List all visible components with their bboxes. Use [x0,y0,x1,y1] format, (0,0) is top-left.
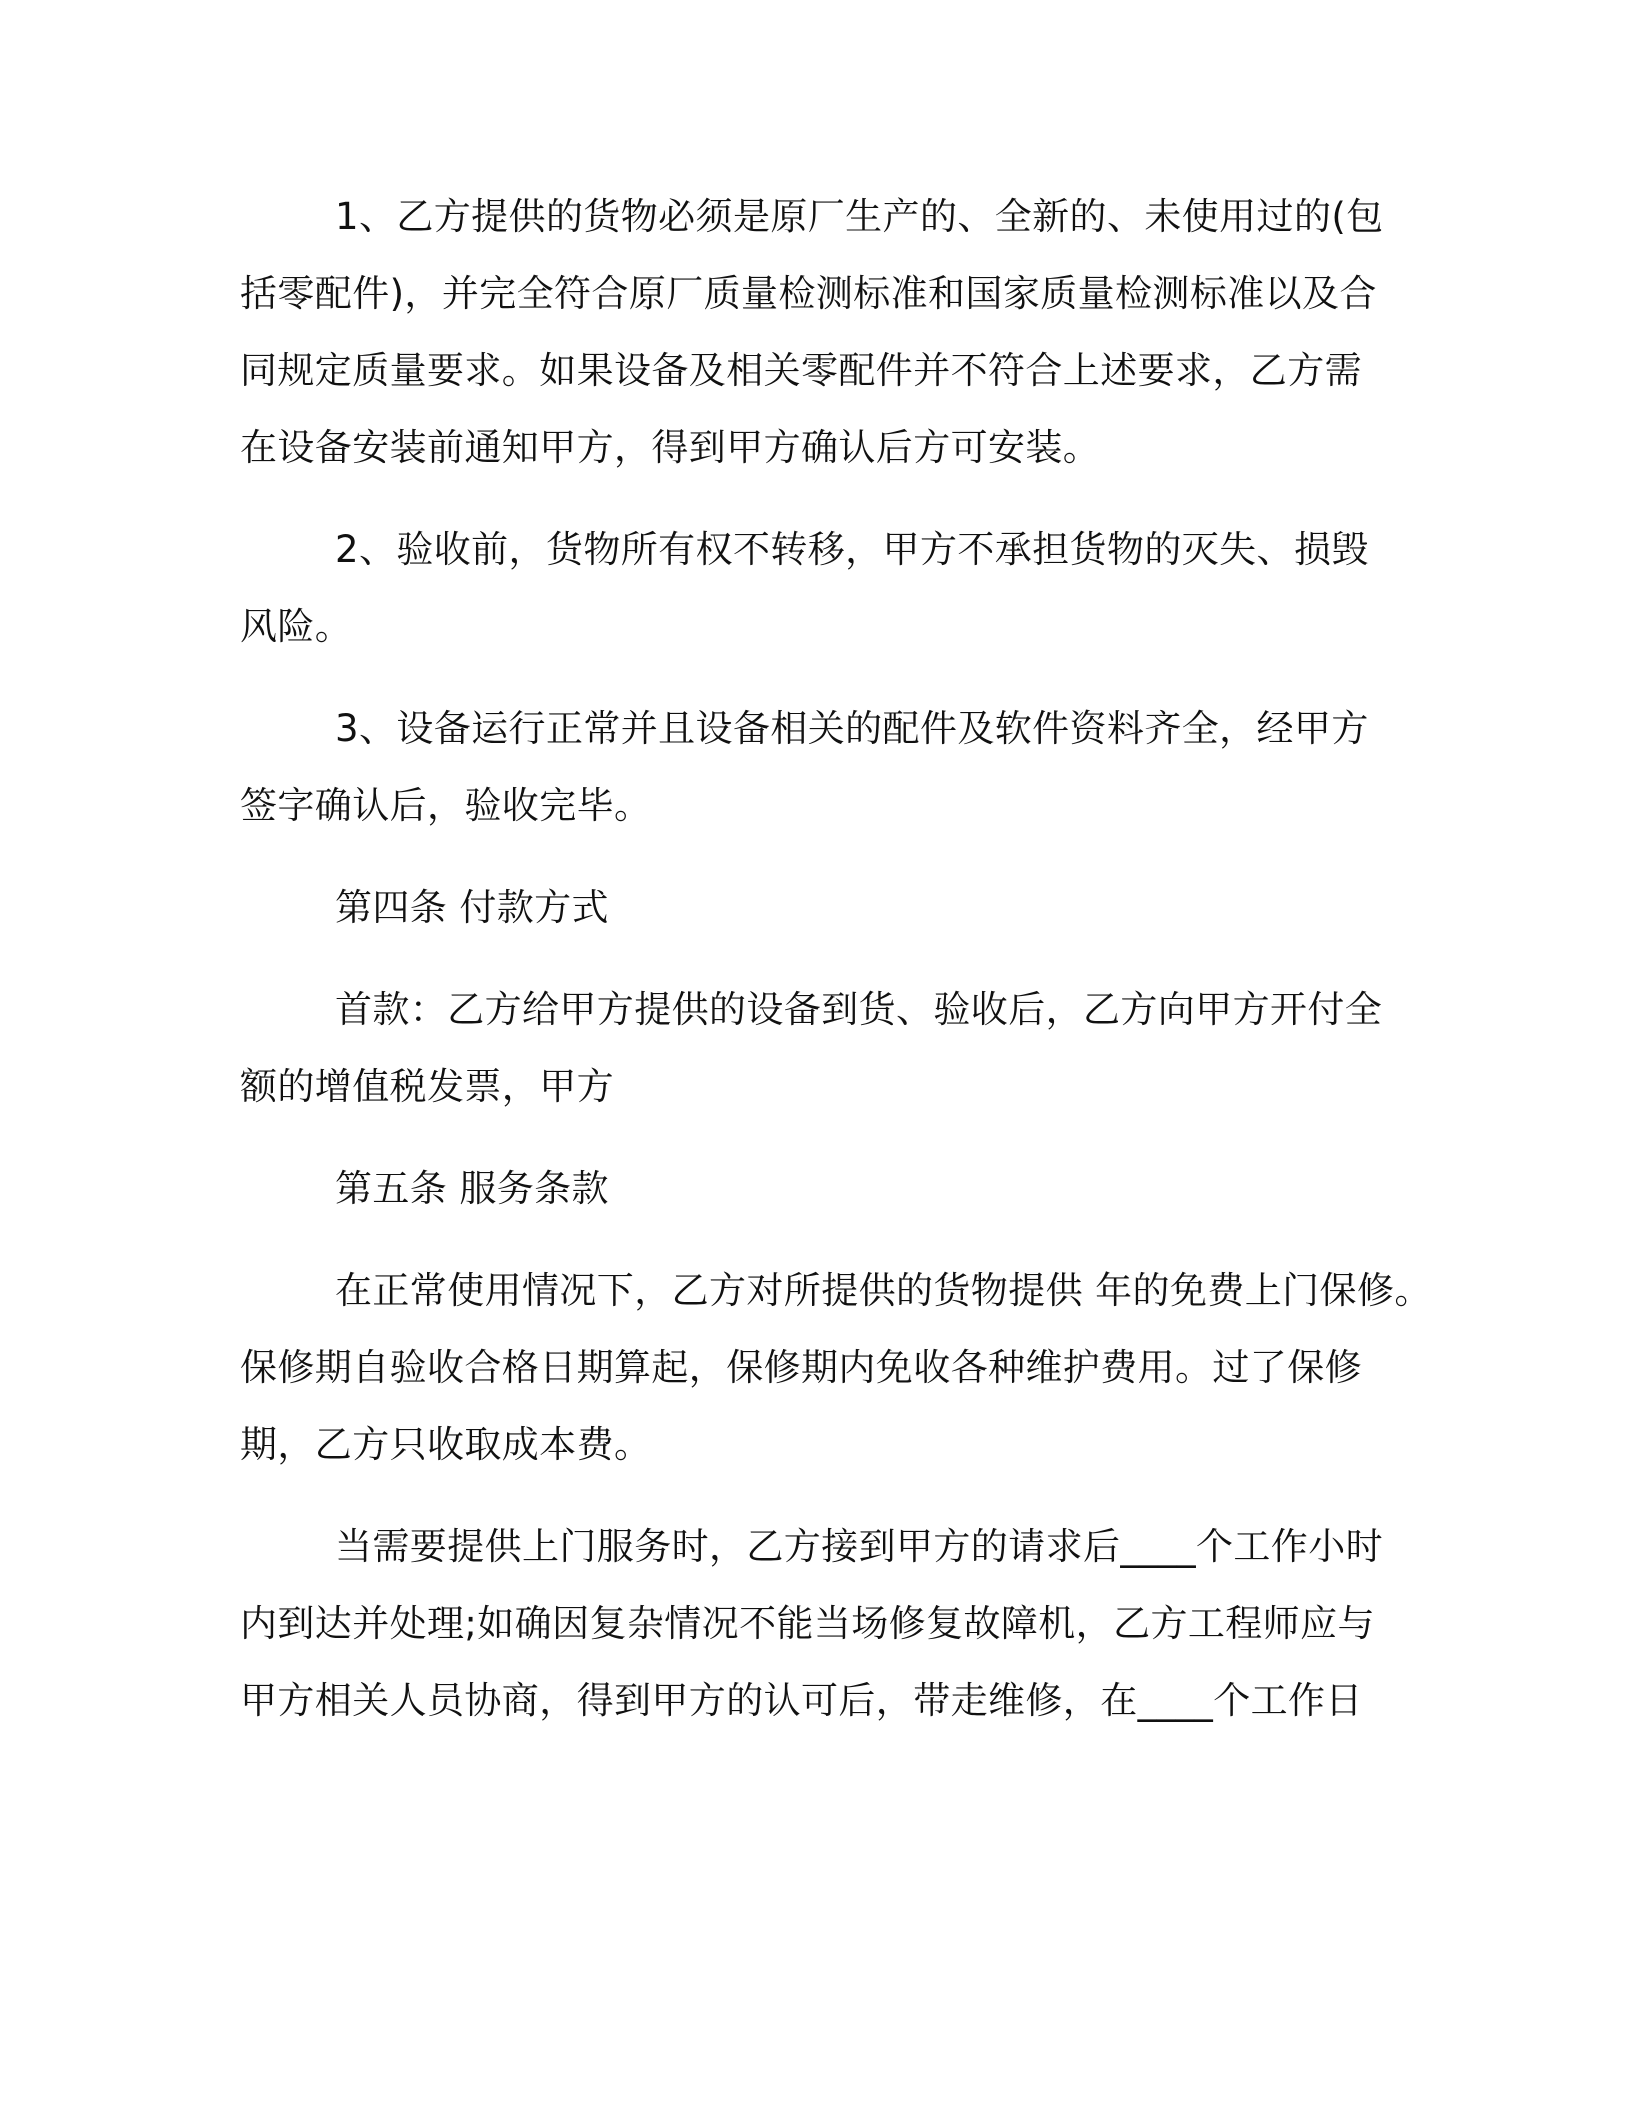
paragraph-1-line-1: 1、乙方提供的货物必须是原厂生产的、全新的、未使用过的(包 [335,195,1384,238]
paragraph-8-line-2: 内到达并处理;如确因复杂情况不能当场修复故障机，乙方工程师应与 [240,1602,1375,1645]
section-heading-payment: 第四条 付款方式 [335,886,609,929]
paragraph-1-line-4: 在设备安装前通知甲方，得到甲方确认后方可安装。 [240,426,1101,469]
paragraph-3-line-1: 3、设备运行正常并且设备相关的配件及软件资料齐全，经甲方 [335,707,1369,750]
paragraph-8-line-1: 当需要提供上门服务时，乙方接到甲方的请求后____个工作小时 [335,1525,1383,1568]
paragraph-5-line-2: 额的增值税发票，甲方 [240,1065,614,1108]
paragraph-5-line-1: 首款：乙方给甲方提供的设备到货、验收后，乙方向甲方开付全 [335,988,1383,1031]
paragraph-1-line-2: 括零配件)，并完全符合原厂质量检测标准和国家质量检测标准以及合 [240,272,1377,315]
paragraph-2-line-1: 2、验收前，货物所有权不转移，甲方不承担货物的灭失、损毁 [335,528,1369,571]
section-heading-service: 第五条 服务条款 [335,1167,609,1210]
paragraph-8-line-3: 甲方相关人员协商，得到甲方的认可后，带走维修，在____个工作日 [240,1679,1363,1722]
paragraph-7-line-2: 保修期自验收合格日期算起，保修期内免收各种维护费用。过了保修 [240,1346,1362,1389]
paragraph-2-line-2: 风险。 [240,605,353,648]
paragraph-7-line-3: 期，乙方只收取成本费。 [240,1423,652,1466]
paragraph-3-line-2: 签字确认后，验收完毕。 [240,784,652,827]
paragraph-1-line-3: 同规定质量要求。如果设备及相关零配件并不符合上述要求，乙方需 [240,349,1362,392]
paragraph-7-line-1: 在正常使用情况下，乙方对所提供的货物提供 年的免费上门保修。 [335,1269,1432,1312]
